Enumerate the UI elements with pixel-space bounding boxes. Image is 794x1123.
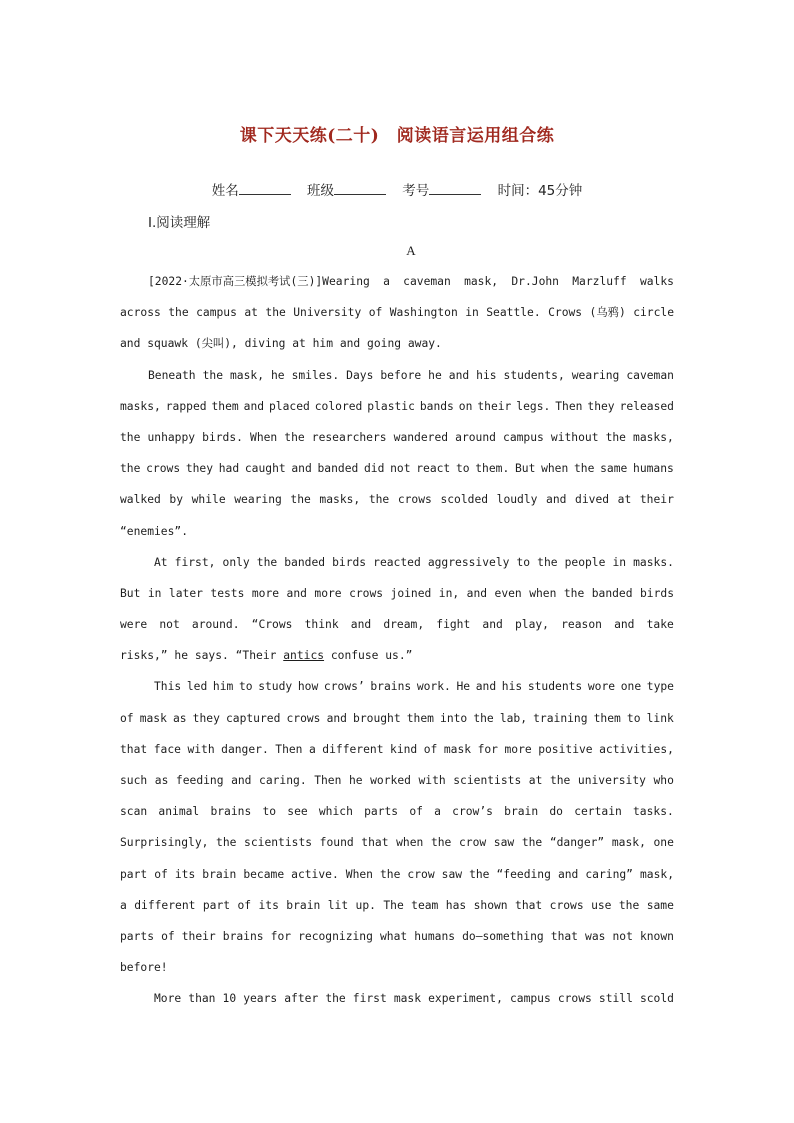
passage-line: But in later tests more and more crows joined in, and even when the banded birds <box>120 586 674 600</box>
passage-line: This led him to study how crows’ brains work. He and his students wore one type <box>154 680 674 694</box>
line-end: confuse us.” <box>324 649 413 663</box>
number-field[interactable]: 考号 <box>402 183 481 199</box>
passage-line: and squawk (尖叫), diving at him and going away. <box>120 337 442 351</box>
passage-line: At first, only the banded birds reacted aggressively to the people in masks. <box>154 555 674 569</box>
passage-line: “enemies”. <box>120 524 189 538</box>
passage-line: that face with danger. Then a different kind of mask for more positive activities, <box>120 742 674 756</box>
passage-line: such as feeding and caring. Then he worked with scientists at the university who <box>120 774 674 787</box>
passage-line: before! <box>120 961 168 975</box>
name-blank[interactable] <box>239 182 291 195</box>
passage-line: Beneath the mask, he smiles. Days before he and his students, wearing caveman <box>148 368 674 382</box>
passage-line-antics <box>120 640 674 671</box>
passage-label: A <box>406 243 416 258</box>
passage-body <box>120 266 674 1015</box>
passage-line: scan animal brains to see which parts of a crow’s brain do certain tasks. <box>120 805 674 819</box>
line-start: risks,” he says. “Their <box>120 649 284 663</box>
class-field[interactable]: 班级 <box>307 183 386 199</box>
passage-line: across the campus at the University of Washington in Seattle. Crows (乌鸦) circle <box>120 306 674 320</box>
passage-line: parts of their brains for recognizing what humans do—something that was not known <box>120 929 674 943</box>
section-heading: Ⅰ.阅读理解 <box>148 215 211 231</box>
passage-line: walked by while wearing the masks, the crows scolded loudly and dived at their <box>120 493 674 507</box>
passage-line: a different part of its brain lit up. The team has shown that crows use the same <box>120 898 674 912</box>
underlined-word-antics: antics <box>283 649 325 663</box>
page-title: 课下天天练(二十) 阅读语言运用组合练 <box>239 126 555 146</box>
passage-line: of mask as they captured crows and brought them into the lab, training them to link <box>120 711 674 725</box>
name-field[interactable]: 姓名 <box>212 183 291 199</box>
passage-line: Surprisingly, the scientists found that when the crow saw the “danger” mask, one <box>120 836 674 850</box>
student-info-line <box>0 179 794 199</box>
passage-line: masks, rapped them and placed colored plastic bands on their legs. Then they released <box>120 399 674 413</box>
passage-line: were not around. “Crows think and dream, fight and play, reason and take <box>120 618 674 632</box>
time-label: 时间：45分钟 <box>497 183 583 199</box>
passage-line: part of its brain became active. When the crow saw the “feeding and caring” mask, <box>120 867 674 881</box>
passage-line: the crows they had caught and banded did not react to them. But when the same humans <box>120 462 674 476</box>
class-blank[interactable] <box>334 182 386 195</box>
passage-line: [2022·太原市高三模拟考试(三)]Wearing a caveman mask, Dr.John Marzluff walks <box>148 275 674 288</box>
passage-line: the unhappy birds. When the researchers wandered around campus without the masks, <box>120 430 674 444</box>
number-blank[interactable] <box>429 182 481 195</box>
passage-line: More than 10 years after the first mask experiment, campus crows still scold <box>154 992 674 1006</box>
